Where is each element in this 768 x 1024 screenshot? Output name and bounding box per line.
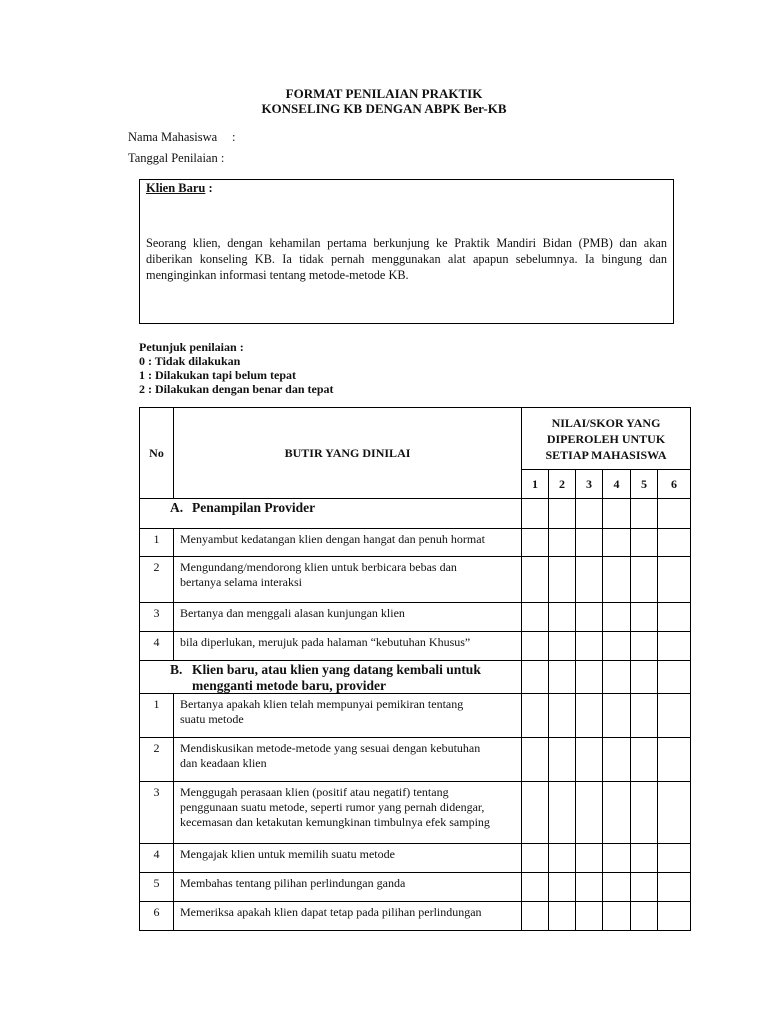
case-heading-colon: :	[205, 181, 213, 195]
score-cell[interactable]	[549, 632, 576, 661]
table-row	[140, 603, 691, 632]
item-description	[174, 694, 522, 738]
item-number: 6	[140, 902, 174, 931]
score-cell[interactable]	[658, 603, 691, 632]
section-a-title: Penampilan Provider	[192, 500, 316, 515]
table-row	[140, 529, 691, 557]
score-cell[interactable]	[603, 529, 631, 557]
score-cell[interactable]	[603, 661, 631, 694]
score-cell[interactable]	[631, 632, 658, 661]
score-cell[interactable]	[549, 499, 576, 529]
section-b-header	[140, 661, 522, 694]
score-cell[interactable]	[658, 632, 691, 661]
item-column-header: BUTIR YANG DINILAI	[174, 408, 522, 499]
score-cell[interactable]	[549, 661, 576, 694]
item-line: Bertanya dan menggali alasan kunjungan klien	[180, 606, 405, 620]
score-cell[interactable]	[522, 529, 549, 557]
student-column-5: 5	[631, 470, 658, 499]
score-cell[interactable]	[576, 844, 603, 873]
score-cell[interactable]	[631, 603, 658, 632]
item-line: Memeriksa apakah klien dapat tetap pada pilihan perlindungan	[180, 905, 482, 919]
score-cell[interactable]	[631, 782, 658, 844]
item-description	[174, 603, 522, 632]
score-cell[interactable]	[522, 902, 549, 931]
score-cell[interactable]	[631, 738, 658, 782]
item-number: 1	[140, 694, 174, 738]
score-header-line-2: DIPEROLEH UNTUK	[546, 431, 666, 446]
assessment-table	[139, 407, 691, 931]
score-cell[interactable]	[603, 499, 631, 529]
case-heading	[146, 181, 213, 196]
item-number: 2	[140, 738, 174, 782]
section-b-title-line-2: mengganti metode baru, provider	[192, 678, 386, 693]
score-cell[interactable]	[631, 499, 658, 529]
table-row	[140, 557, 691, 603]
score-cell[interactable]	[549, 557, 576, 603]
item-number: 4	[140, 632, 174, 661]
case-description: Seorang klien, dengan kehamilan pertama berkunjung ke Praktik Mandiri Bidan (PMB) dan akan diberikan konseling KB. Ia tidak pernah menggunakan alat apapun sebelumnya. Ia bingung dan menginginkan informasi tentang metode-metode KB.	[146, 236, 667, 282]
item-description	[174, 844, 522, 873]
score-cell[interactable]	[658, 661, 691, 694]
item-line: bertanya selama interaksi	[180, 575, 302, 589]
score-cell[interactable]	[549, 694, 576, 738]
item-number: 2	[140, 557, 174, 603]
student-name-field	[128, 130, 235, 145]
item-description	[174, 632, 522, 661]
score-cell[interactable]	[603, 557, 631, 603]
score-cell[interactable]	[522, 782, 549, 844]
score-cell[interactable]	[658, 844, 691, 873]
item-line: Bertanya apakah klien telah mempunyai pemikiran tentang	[180, 697, 464, 711]
score-cell[interactable]	[631, 844, 658, 873]
section-a-header	[140, 499, 522, 529]
table-row	[140, 738, 691, 782]
table-row	[140, 632, 691, 661]
score-cell[interactable]	[603, 603, 631, 632]
item-line: Menggugah perasaan klien (positif atau negatif) tentang	[180, 785, 449, 799]
score-cell[interactable]	[576, 782, 603, 844]
score-cell[interactable]	[576, 661, 603, 694]
item-line: Mengundang/mendorong klien untuk berbicara bebas dan	[180, 560, 457, 574]
score-cell[interactable]	[522, 632, 549, 661]
score-cell[interactable]	[658, 902, 691, 931]
item-description	[174, 557, 522, 603]
student-name-colon: :	[232, 130, 236, 144]
case-scenario-box	[139, 179, 674, 324]
score-cell[interactable]	[522, 873, 549, 902]
score-2-desc: 2 : Dilakukan dengan benar dan tepat	[139, 382, 334, 396]
scoring-guide	[139, 340, 334, 396]
item-description	[174, 902, 522, 931]
item-line: suatu metode	[180, 712, 244, 726]
score-cell[interactable]	[576, 694, 603, 738]
item-line: kecemasan dan ketakutan kemungkinan timbulnya efek samping	[180, 815, 490, 829]
form-subtitle: KONSELING KB DENGAN ABPK Ber-KB	[261, 101, 507, 116]
table-row	[140, 844, 691, 873]
student-column-2: 2	[549, 470, 576, 499]
item-number: 3	[140, 782, 174, 844]
score-header-line-3: SETIAP MAHASISWA	[545, 447, 667, 462]
score-cell[interactable]	[576, 873, 603, 902]
section-a-letter: A.	[170, 500, 184, 515]
assessment-date-field	[128, 151, 224, 166]
score-cell[interactable]	[549, 738, 576, 782]
item-number: 1	[140, 529, 174, 557]
score-cell[interactable]	[522, 738, 549, 782]
item-number: 4	[140, 844, 174, 873]
student-column-1: 1	[522, 470, 549, 499]
score-cell[interactable]	[658, 782, 691, 844]
student-name-label: Nama Mahasiswa	[128, 130, 218, 144]
score-cell[interactable]	[658, 873, 691, 902]
score-cell[interactable]	[631, 902, 658, 931]
section-b-letter: B.	[170, 662, 183, 677]
score-header-line-1: NILAI/SKOR YANG	[551, 415, 661, 430]
score-cell[interactable]	[576, 557, 603, 603]
score-cell[interactable]	[603, 632, 631, 661]
score-cell[interactable]	[603, 782, 631, 844]
item-line: Membahas tentang pilihan perlindungan ganda	[180, 876, 406, 890]
item-line: dan keadaan klien	[180, 756, 267, 770]
section-b-title-line-1: Klien baru, atau klien yang datang kembali untuk	[192, 662, 481, 677]
table-row	[140, 902, 691, 931]
score-cell[interactable]	[576, 738, 603, 782]
score-cell[interactable]	[631, 557, 658, 603]
score-cell[interactable]	[549, 529, 576, 557]
score-cell[interactable]	[549, 782, 576, 844]
student-column-4: 4	[603, 470, 631, 499]
score-cell[interactable]	[522, 694, 549, 738]
score-cell[interactable]	[603, 902, 631, 931]
item-description	[174, 529, 522, 557]
score-cell[interactable]	[522, 603, 549, 632]
score-cell[interactable]	[549, 873, 576, 902]
item-description	[174, 873, 522, 902]
score-cell[interactable]	[576, 632, 603, 661]
score-cell[interactable]	[576, 499, 603, 529]
score-1-desc: 1 : Dilakukan tapi belum tepat	[139, 368, 297, 382]
score-cell[interactable]	[576, 529, 603, 557]
score-cell[interactable]	[631, 694, 658, 738]
score-cell[interactable]	[658, 529, 691, 557]
item-line: penggunaan suatu metode, seperti rumor yang pernah didengar,	[180, 800, 485, 814]
form-title: FORMAT PENILAIAN PRAKTIK	[285, 86, 483, 101]
score-cell[interactable]	[576, 603, 603, 632]
score-cell[interactable]	[522, 557, 549, 603]
item-number: 5	[140, 873, 174, 902]
table-row	[140, 782, 691, 844]
item-description	[174, 738, 522, 782]
score-cell[interactable]	[522, 661, 549, 694]
score-cell[interactable]	[603, 844, 631, 873]
score-cell[interactable]	[522, 844, 549, 873]
student-column-6: 6	[658, 470, 691, 499]
student-column-3: 3	[576, 470, 603, 499]
score-cell[interactable]	[658, 694, 691, 738]
case-heading-text: Klien Baru	[146, 181, 206, 195]
item-description	[174, 782, 522, 844]
score-cell[interactable]	[549, 844, 576, 873]
score-column-header	[522, 408, 691, 470]
score-cell[interactable]	[576, 902, 603, 931]
item-number: 3	[140, 603, 174, 632]
score-cell[interactable]	[658, 738, 691, 782]
table-row	[140, 694, 691, 738]
score-0-desc: 0 : Tidak dilakukan	[139, 354, 241, 368]
scoring-guide-title: Petunjuk penilaian :	[139, 340, 244, 354]
table-row	[140, 873, 691, 902]
score-cell[interactable]	[631, 661, 658, 694]
score-cell[interactable]	[549, 603, 576, 632]
item-line: Mendiskusikan metode-metode yang sesuai dengan kebutuhan	[180, 741, 481, 755]
score-cell[interactable]	[631, 873, 658, 902]
score-cell[interactable]	[522, 499, 549, 529]
score-cell[interactable]	[603, 694, 631, 738]
score-cell[interactable]	[658, 499, 691, 529]
item-line: Mengajak klien untuk memilih suatu metode	[180, 847, 395, 861]
assessment-date-label: Tanggal Penilaian :	[128, 151, 225, 165]
score-cell[interactable]	[549, 902, 576, 931]
score-cell[interactable]	[603, 873, 631, 902]
no-column-header: No	[140, 408, 174, 499]
score-cell[interactable]	[631, 529, 658, 557]
score-cell[interactable]	[603, 738, 631, 782]
item-line: bila diperlukan, merujuk pada halaman “kebutuhan Khusus”	[180, 635, 471, 649]
score-cell[interactable]	[658, 557, 691, 603]
item-line: Menyambut kedatangan klien dengan hangat dan penuh hormat	[180, 532, 485, 546]
